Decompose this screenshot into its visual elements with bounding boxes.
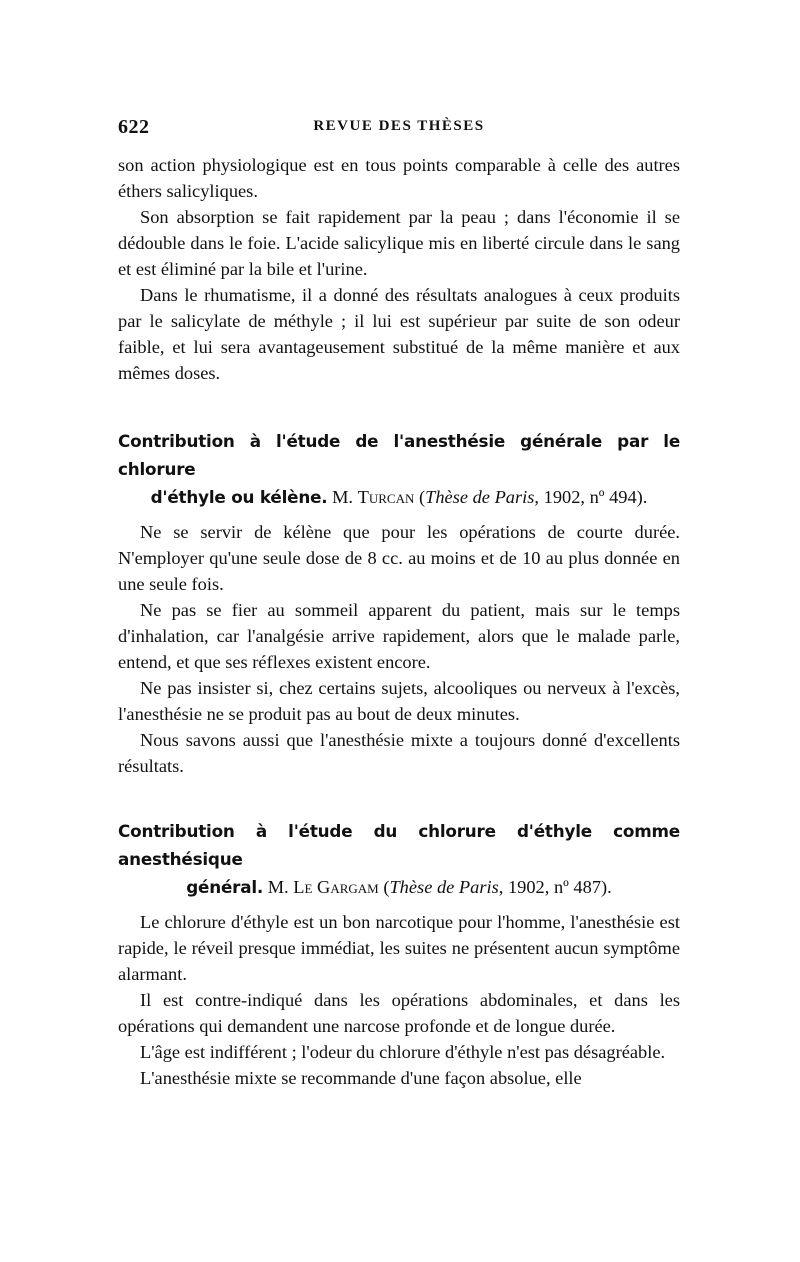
- reference-open: (: [418, 487, 426, 507]
- page-header: [118, 116, 680, 140]
- article-title-end: d'éthyle ou kélène.: [150, 487, 328, 507]
- article-paragraph: L'âge est indifférent ; l'odeur du chlorure d'éthyle n'est pas désagréable.: [140, 1042, 666, 1062]
- article-title: [118, 817, 680, 901]
- article-title-end: général.: [186, 877, 264, 897]
- reference-details: , 1902, nº 494).: [534, 487, 648, 507]
- page-number: 622: [118, 116, 150, 138]
- author-prefix: M.: [267, 877, 289, 897]
- article-paragraph: Il est contre-indiqué dans les opérations abdominales, et dans les opérations qui demandent une narcose profonde et de longue durée.: [118, 990, 680, 1036]
- article-title-second-line: [118, 873, 680, 901]
- reference-details: , 1902, nº 487).: [498, 877, 612, 897]
- author-prefix: M.: [332, 487, 354, 507]
- article-paragraph: Ne pas insister si, chez certains sujets, alcooliques ou nerveux à l'excès, l'anesthésie ne se produit pas au bout de deux minutes.: [118, 678, 680, 724]
- author-name: Le Gargam: [293, 877, 379, 897]
- article-paragraph: Le chlorure d'éthyle est un bon narcotique pour l'homme, l'anesthésie est rapide, le réveil presque immédiat, les suites ne présentent aucun symptôme alarmant.: [118, 912, 680, 984]
- page-body: [118, 152, 680, 1091]
- running-title: REVUE DES THÈSES: [313, 118, 485, 134]
- article-title-line: Contribution à l'étude du chlorure d'éthyle comme anesthésique: [118, 821, 680, 869]
- article-paragraph: L'anesthésie mixte se recommande d'une façon absolue, elle: [140, 1068, 582, 1088]
- intro-paragraph: son action physiologique est en tous points comparable à celle des autres éthers salicyliques.: [118, 155, 680, 201]
- article-title-second-line: [118, 483, 680, 511]
- intro-paragraph: Dans le rhumatisme, il a donné des résultats analogues à ceux produits par le salicylate de méthyle ; il lui est supérieur par suite de son odeur faible, et lui sera avantageusement substitué de la même manière et aux mêmes doses.: [118, 285, 680, 383]
- article-paragraph: Ne pas se fier au sommeil apparent du patient, mais sur le temps d'inhalation, car l'analgésie arrive rapidement, alors que le malade parle, entend, et que ses réflexes existent encore.: [118, 600, 680, 672]
- author-name: Turcan: [357, 487, 415, 507]
- article-title-line: Contribution à l'étude de l'anesthésie générale par le chlorure: [118, 431, 680, 479]
- reference-source: Thèse de Paris: [425, 487, 535, 507]
- article-paragraph: Ne se servir de kélène que pour les opérations de courte durée. N'employer qu'une seule dose de 8 cc. au moins et de 10 au plus donnée en une seule fois.: [118, 522, 680, 594]
- article-title: [118, 427, 680, 511]
- article-paragraph: Nous savons aussi que l'anesthésie mixte a toujours donné d'excellents résultats.: [118, 730, 680, 776]
- intro-paragraph: Son absorption se fait rapidement par la peau ; dans l'économie il se dédouble dans le foie. L'acide salicylique mis en liberté circule dans le sang et est éliminé par la bile et l'urine.: [118, 207, 680, 279]
- reference-source: Thèse de Paris: [389, 877, 499, 897]
- reference-open: (: [383, 877, 390, 897]
